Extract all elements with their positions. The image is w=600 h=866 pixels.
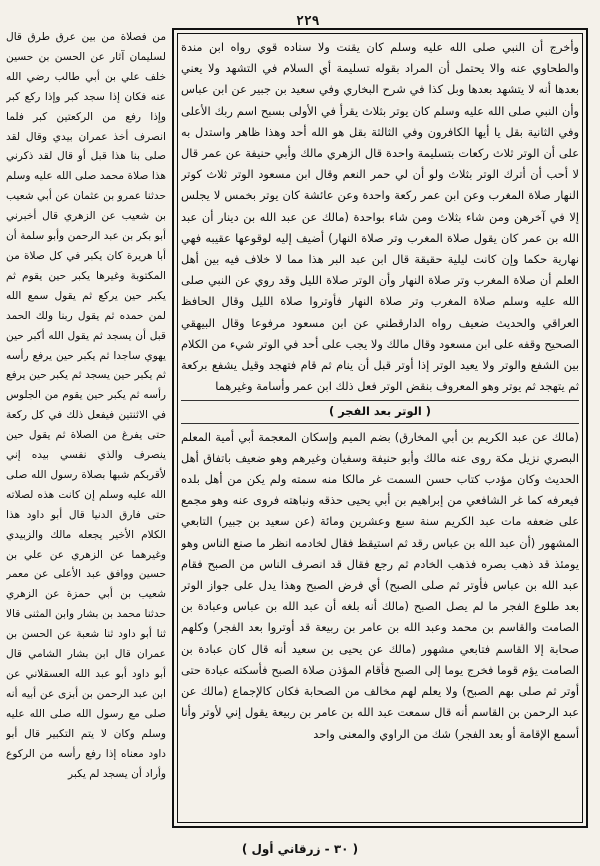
main-paragraph: وأخرج أن النبي صلى الله عليه وسلم كان يقنت ولا سناده قوي رواه ابن مندة والطحاوي عنه والا يحتمل أن المراد بقوله تسليمة أي السلام في التشهد ولا يعني بعدها أنه لا يتشهد بعدها وبل كذا في شرح البخاري وفي سعيد بن جبير عن ابن عباس وأن النبي صلى الله عليه وسلم كان يوتر بثلاث يقرأ في الأولى بسبح اسم ربك الأعلى وفي الثانية بقل يا أيها الكافرون وفي الثالثة بقل هو الله أحد وهذا ظاهر واستدل به على أن الوتر ثلاث ركعات بتسليمة واحدة قال الزهري مالك وأبي حنيفة عن عمر قال لا أحب أن أترك الوتر بثلاث ولو أن لي حمر النعم وقال ابن مسعود الوتر ثلاث كوتر النهار صلاة المغرب وعن ابن عمر ركعة واحدة وعن عائشة كان يوتر بخمس لا يجلس إلا في آخرهن ومن شاء بثلاث ومن شاء بواحدة (مالك عن عبد الله بن دينار أن عبد الله بن عمر كان يقول صلاة المغرب وتر صلاة النهار) أضيف إليه لوقوعها عقيبه فهي نهارية حكما وإن كانت ليلية حقيقة قال ابن عبد البر هذا مما لا خلاف فيه بين أهل العلم أن صلاة المغرب وتر صلاة النهار وأن الوتر صلاة الليل وقد روي عن النبي صلى الله عليه وسلم صلاة المغرب وتر صلاة النهار فأوتروا صلاة الليل وقال الحافظ العراقي والحديث ضعيف رواه الدارقطني عن ابن مسعود مرفوعا وقال البيهقي الصحيح وقفه على ابن مسعود وقال مالك ولا يجب على أحد في الوتر شيء من الكلام بين الشفع والوتر ولا يعيد الوتر إذا أوتر قبل أن ينام ثم قام فتهجد وقيل يشفع بركعة ثم يتهجد ثم يوتر وهو المعروف بنقض الوتر فعل ذلك ابن عمر وأسامة وغيرهما [181, 40, 579, 394]
section-heading: ( الوتر بعد الفجر ) [181, 400, 579, 423]
margin-paragraph: من فصلاة من بين عرق طرق قال لسليمان آثار عن الحسن بن حسين خلف علي بن أبي طالب رضي الله عنه فكان إذا سجد كبر وإذا ركع كبر وإذا رفع من الركعتين كبر فلما انصرف أخذ عمران بيدي وقال لقد صلى بنا هذا قبل أو قال لقد ذكرني هذا صلاة محمد صلى الله عليه وسلم حدثنا عمرو بن عثمان عن أبي شعيب بن شعيب عن الزهري قال أخبرني أبو بكر بن عبد الرحمن وأبو سلمة أن أبا هريرة كان يكبر في كل صلاة من المكتوبة وغيرها يكبر حين يقوم ثم يكبر حين يركع ثم يقول سمع الله لمن حمده ثم يقول ربنا ولك الحمد قبل أن يسجد ثم يقول الله أكبر حين يهوي ساجدا ثم يكبر حين يرفع رأسه ثم يكبر حين يسجد ثم يكبر حين يرفع رأسه ثم يكبر حين يقوم من الجلوس في الاثنتين فيفعل ذلك في كل ركعة حتى يفرغ من الصلاة ثم يقول حين ينصرف والذي نفسي بيده إني لأقربكم شبها بصلاة رسول الله صلى الله عليه وسلم إن كانت هذه لصلاته حتى فارق الدنيا قال أبو داود هذا الكلام الأخير يجعله مالك والزبيدي وغيرهما عن الزهري عن علي بن حسين ووافق عبد الأعلى عن معمر شعيب بن أبي حمزة عن الزهري حدثنا محمد بن بشار وابن المثنى قالا ثنا أبو داود ثنا شعبة عن الحسن بن عمران قال ابن بشار الشامي قال أبو داود أبو عبد الله العسقلاني عن ابن عبد الرحمن بن أبزى عن أبيه أنه صلى مع رسول الله صلى الله عليه وسلم وكان لا يتم التكبير قال أبو داود معناه إذا رفع رأسه من الركوع وأراد أن يسجد لم يكبر [6, 31, 166, 780]
main-paragraph: (مالك عن عبد الكريم بن أبي المخارق) بضم الميم وإسكان المعجمة أبي أمية المعلم البصري نزيل مكة روى عنه مالك وأبو حنيفة وسفيان وغيرهم وهو ضعيف باتفاق أهل الحديث وكان مؤدب كتاب حسن السمت غر مالكا منه سمته ولم يكن من أهل بلده فيعرفه كما غر الشافعي من إبراهيم بن أبي يحيى حذقه ونباهته فروى عنه وهو مجمع على ضعفه مات عبد الكريم سنة سبع وعشرين ومائة (عن سعيد بن جبير) التابعي المشهور (أن عبد الله بن عباس رقد ثم استيقظ فقال لخادمه انظر ما صنع الناس وهو يومئذ قد ذهب بصره فذهب الخادم ثم رجع فقال قد انصرف الناس من الصبح فقام عبد الله بن عباس فأوتر ثم صلى الصبح) أي فرض الصبح وهذا يدل على جواز الوتر بعد طلوع الفجر ما لم يصل الصبح (مالك أنه بلغه أن عبد الله بن عباس وعبادة بن الصامت والقاسم بن محمد وعبد الله بن عامر بن ربيعة قد أوتروا بعد الفجر) وكلهم صحابة إلا القاسم فتابعي مشهور (مالك عن يحيى بن سعيد أنه قال كان عبادة بن الصامت يؤم قوما فخرج يوما إلى الصبح فأقام المؤذن صلاة الصبح فأسكته عبادة حتى أوتر ثم صلى بهم الصبح) ولا يعلم لهم مخالف من الصحابة فكان كالإجماع (مالك عن عبد الرحمن بن القاسم أنه قال سمعت عبد الله بن عامر بن ربيعة يقول إني لأوتر وأنا أسمع الإقامة أو بعد الفجر) شك من الراوي والمعنى واحد [181, 429, 579, 741]
page-footer: ( ٣٠ - زرقاني أول ) [241, 842, 359, 856]
margin-commentary-text [6, 28, 166, 828]
page-number: ٢٢٩ [296, 14, 320, 29]
main-commentary-text [181, 37, 579, 819]
